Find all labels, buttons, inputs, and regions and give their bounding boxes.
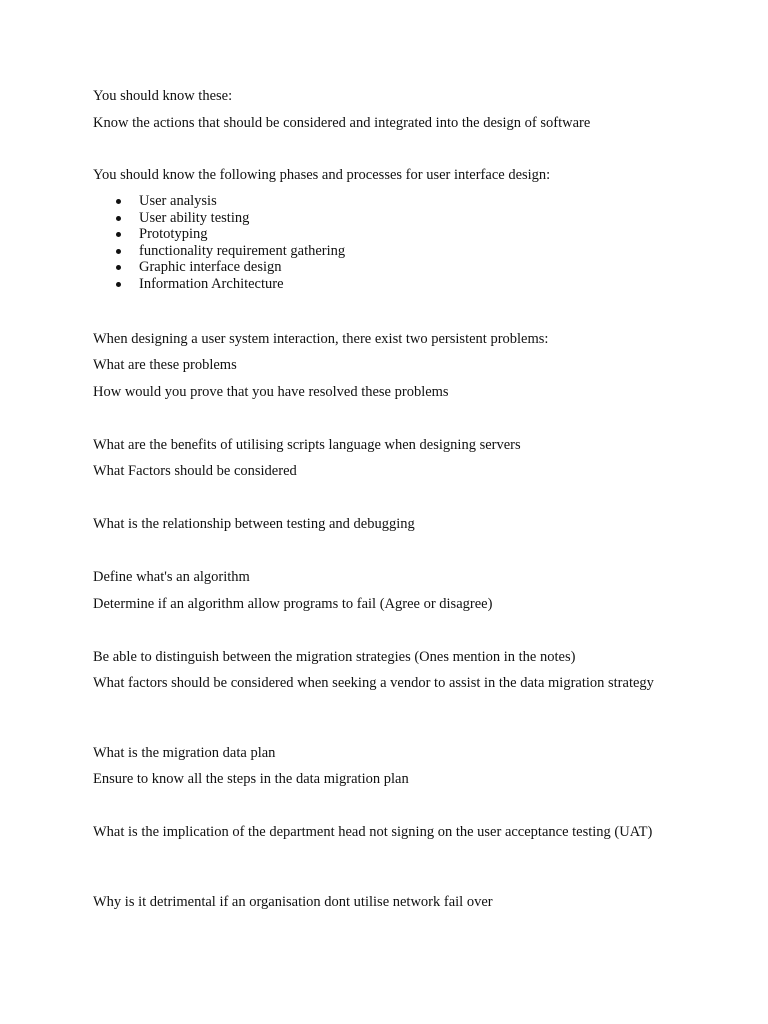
paragraph-problems: When designing a user system interaction, there exist two persistent problems: bbox=[93, 331, 549, 347]
paragraph-migration-strategies: Be able to distinguish between the migration strategies (Ones mention in the notes) bbox=[93, 649, 576, 665]
phases-list bbox=[93, 193, 345, 292]
paragraph-failover: Why is it detrimental if an organisation dont utilise network fail over bbox=[93, 894, 493, 910]
list-item-label: Graphic interface design bbox=[139, 259, 282, 275]
list-item-label: Information Architecture bbox=[139, 275, 284, 292]
list-item bbox=[93, 243, 345, 260]
paragraph-scripts: What are the benefits of utilising scripts language when designing servers bbox=[93, 437, 521, 453]
paragraph-steps: Ensure to know all the steps in the data migration plan bbox=[93, 771, 409, 787]
paragraph-what-problems: What are these problems bbox=[93, 357, 237, 373]
list-item bbox=[93, 193, 345, 210]
bullet-icon bbox=[116, 232, 121, 237]
paragraph-actions: Know the actions that should be considered and integrated into the design of software bbox=[93, 115, 591, 131]
list-item-label: functionality requirement gathering bbox=[139, 242, 346, 259]
list-item-label: Prototyping bbox=[139, 226, 208, 242]
bullet-icon bbox=[116, 265, 121, 270]
bullet-icon bbox=[116, 199, 121, 204]
paragraph-algorithm: Define what's an algorithm bbox=[93, 569, 250, 585]
paragraph-uat: What is the implication of the department head not signing on the user acceptance testing (UAT) bbox=[93, 824, 653, 840]
list-item bbox=[93, 259, 345, 276]
list-item bbox=[93, 276, 345, 293]
list-item bbox=[93, 210, 345, 227]
paragraph-vendor: What factors should be considered when seeking a vendor to assist in the data migration strategy bbox=[93, 675, 654, 691]
bullet-icon bbox=[116, 249, 121, 254]
paragraph-migration-plan: What is the migration data plan bbox=[93, 745, 276, 761]
bullet-icon bbox=[116, 282, 121, 287]
paragraph-intro: You should know these: bbox=[93, 88, 233, 104]
bullet-icon bbox=[116, 216, 121, 221]
paragraph-factors: What Factors should be considered bbox=[93, 463, 297, 479]
paragraph-algorithm-fail: Determine if an algorithm allow programs to fail (Agree or disagree) bbox=[93, 596, 493, 612]
paragraph-testing: What is the relationship between testing and debugging bbox=[93, 516, 415, 532]
list-item-label: User analysis bbox=[139, 193, 217, 209]
list-item bbox=[93, 226, 345, 243]
list-item-label: User ability testing bbox=[139, 209, 250, 226]
paragraph-phases: You should know the following phases and processes for user interface design: bbox=[93, 167, 551, 183]
paragraph-prove: How would you prove that you have resolved these problems bbox=[93, 384, 449, 400]
